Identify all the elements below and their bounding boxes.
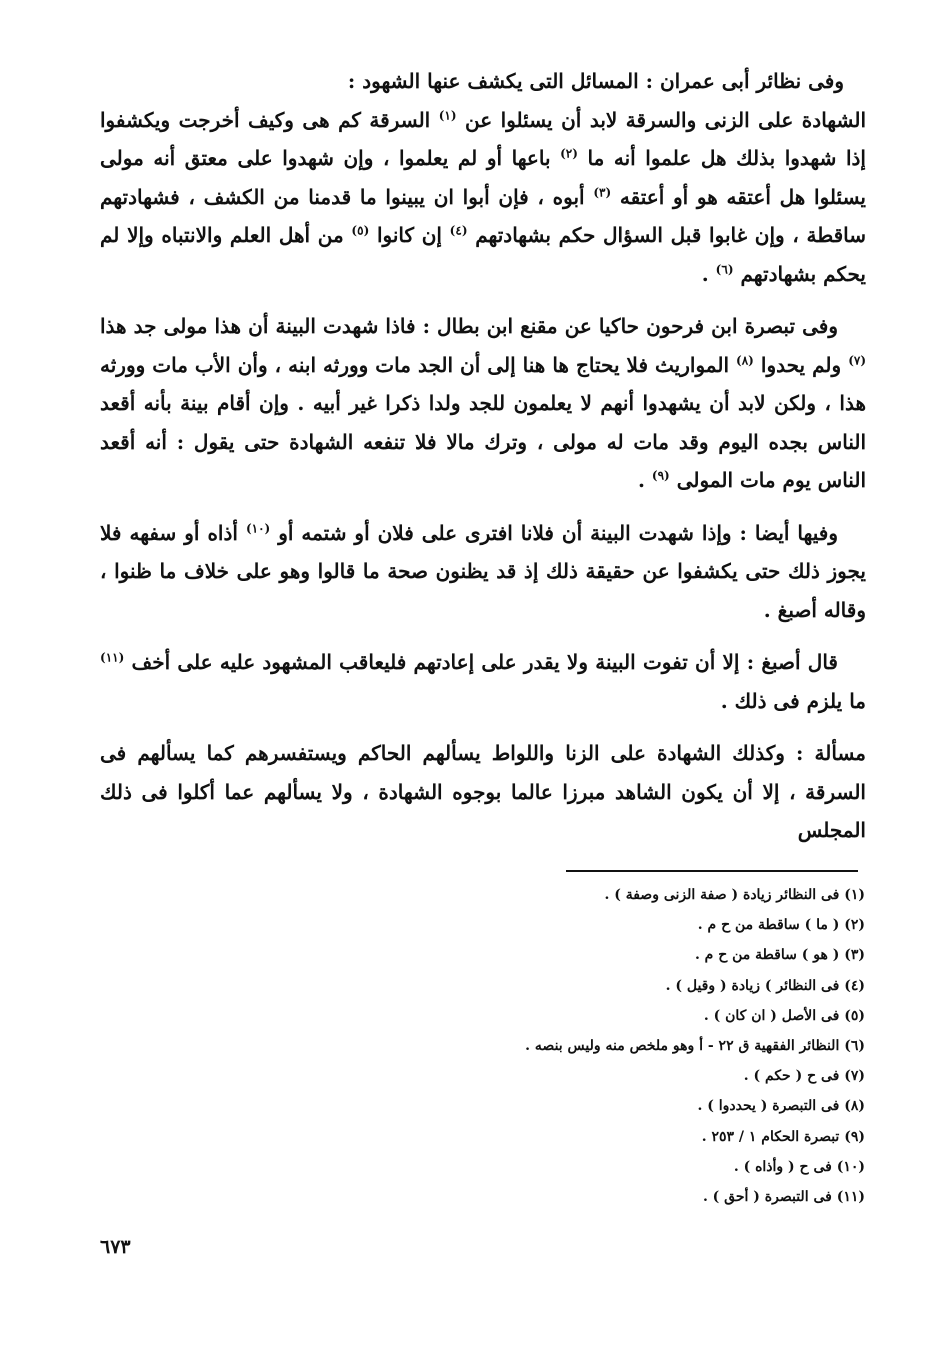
footnote-4: (٤) فى النظائر ) زيادة ( وقيل ) . <box>665 977 865 994</box>
footnote-marker-1: (١) <box>438 107 457 122</box>
p4-text-1: قال أصبغ : إلا أن تفوت البينة ولا يقدر على إعادتهم فليعاقب المشهود عليه على أخف <box>131 650 838 674</box>
footnote-5: (٥) فى الأصل ( ان كان ) . <box>703 1007 865 1024</box>
intro-text: وفى نظائر أبى عمران : المسائل التى يكشف عنها الشهود : <box>347 69 844 93</box>
footnote-separator <box>566 870 858 872</box>
p1-text-3: باعها أو لم يعلموا ، وإن شهدوا على معتق أنه مولى يسئلوا هل أعتقه هو أو أعتقه <box>100 146 866 209</box>
p2-text-2: ولم يحدوا <box>760 352 842 377</box>
page-number: ٦٧٣ <box>100 1236 131 1258</box>
footnote-marker-7: (٧) <box>848 352 867 367</box>
p1-text-4: أبوه ، فإن أبوا ان يبينوا ما قدمنا من الكشف ، فشهادتهم ساقطة ، وإن غابوا قبل السؤال حكم بشهادتهم <box>100 184 867 247</box>
footnote-marker-2: (٢) <box>560 146 578 161</box>
p1-text-5: إن كانوا <box>376 223 442 247</box>
footnote-9: (٩) تبصرة الحكام ١ / ٢٥٣ . <box>701 1128 865 1145</box>
p1-text-6: من أهل العلم والانتباه وإلا لم يحكم بشهادتهم <box>100 223 866 286</box>
footnote-8: (٨) فى التبصرة ( يحددوا ) . <box>697 1098 865 1115</box>
footnote-marker-3: (٣) <box>593 184 612 199</box>
p1-text-2: السرقة كم هى وكيف أخرجت ويكشفوا إذا شهدوا بذلك هل علموا أنه ما <box>100 107 866 170</box>
footnotes-list <box>165 880 865 1212</box>
footnote-marker-5: (٥) <box>351 223 370 238</box>
p1-text-1: الشهادة على الزنى والسرقة لابد أن يسئلوا عن <box>465 107 866 132</box>
footnote-marker-8: (٨) <box>736 352 754 367</box>
paragraph-4 <box>100 643 866 720</box>
footnote-10: (١٠) فى ح ( وأذاه ) . <box>733 1158 865 1175</box>
p2-text-3: المواريث فلا يحتاج ها هنا إلى أن الجد مات وورثه ابنه ، وأن الأب مات وورثه هذا ، ولكن لابد أن يشهدوا أنهم لا يعلمون للجد ولدا ذكرا غير أبيه . وإن أقام بينة بأنه أقعد الناس بجده اليوم وقد مات له مولى ، وترك مالا فلا تنفعه الشهادة حتى يقول : أنه أقعد الناس يوم مات المولى <box>100 352 866 492</box>
footnote-marker-6: (٦) <box>715 261 734 276</box>
footnote-7: (٧) فى ح ( حكم ) . <box>743 1068 865 1085</box>
footnote-marker-11: (١١) <box>100 650 125 665</box>
p1-text-7: . <box>701 261 709 286</box>
intro-line <box>100 62 866 101</box>
issue-heading: مسألة <box>814 741 866 765</box>
footnote-11: (١١) فى التبصرة ( أحق ) . <box>702 1189 865 1206</box>
footnote-3: (٣) ( هو ) ساقطة من ح م . <box>694 947 865 964</box>
paragraph-5 <box>100 734 866 850</box>
footnote-2: (٢) ( ما ) ساقطة من ح م . <box>697 917 865 934</box>
p3-text-1: وفيها أيضا : وإذا شهدت البينة أن فلانا افترى على فلان أو شتمه أو <box>278 520 838 545</box>
main-text <box>100 62 866 864</box>
p2-text-1: وفى تبصرة ابن فرحون حاكيا عن مقنع ابن بطال : فاذا شهدت البينة أن هذا مولى جد هذا <box>100 314 838 338</box>
p5-text-1: : وكذلك الشهادة على الزنا واللواط يسألهم الحاكم ويستفسرهم كما يسألهم فى السرقة ، إلا أن يكون الشاهد مبرزا عالما بوجوه الشهادة ، ولا يسألهم عما أكلوا فى ذلك المجلس <box>100 741 866 842</box>
paragraph-1 <box>100 101 866 294</box>
footnote-1: (١) فى النظائر زيادة ( صفة الزنى وصفة ) . <box>604 887 865 903</box>
p3-text-2: أذاه أو سفهه فلا يجوز ذلك حتى يكشفوا عن حقيقة ذلك إذ قد يظنون صحة ما قالوا وهو على خلاف ما ظنوا ، وقاله أصبغ . <box>100 520 866 622</box>
p4-text-2: ما يلزم فى ذلك . <box>720 688 866 713</box>
footnote-marker-9: (٩) <box>651 468 670 483</box>
p2-text-4: . <box>637 468 645 492</box>
footnote-marker-4: (٤) <box>449 223 468 238</box>
paragraph-3 <box>100 514 866 630</box>
footnote-6: (٦) النظائر الفقهية ق ٢٢ - أ وهو ملخص منه وليس بنصه . <box>525 1038 865 1055</box>
paragraph-2 <box>100 307 866 500</box>
footnote-marker-10: (١٠) <box>245 520 271 535</box>
